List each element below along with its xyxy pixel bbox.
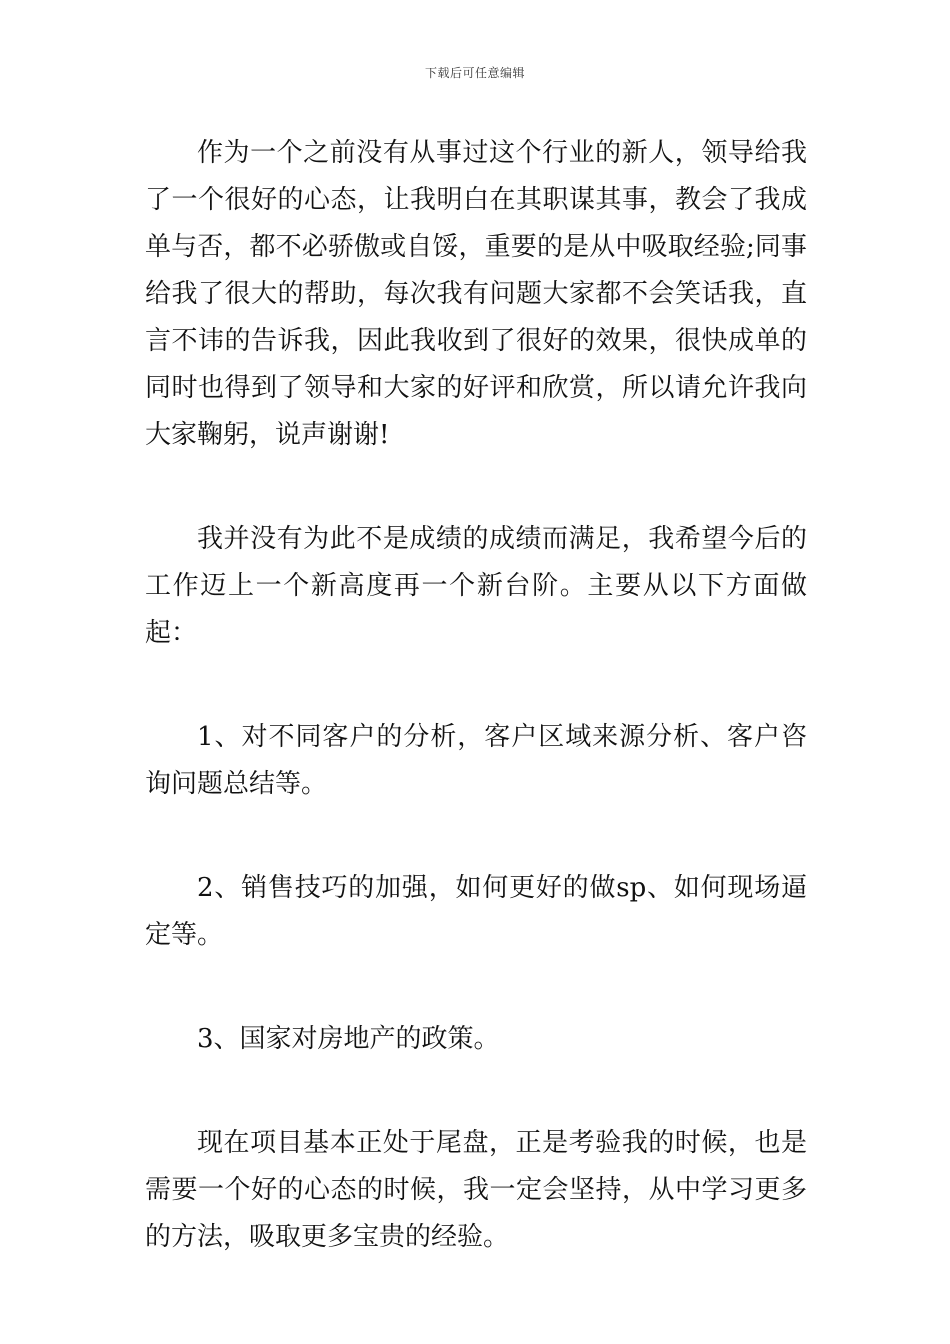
paragraph-goals: 我并没有为此不是成绩的成绩而满足，我希望今后的工作迈上一个新高度再一个新台阶。主要从以下方面做起： (145, 524, 807, 648)
paragraph-gap (145, 959, 807, 1016)
paragraph-gap (145, 1063, 807, 1120)
document-body (145, 130, 807, 1261)
paragraph-gap (145, 808, 807, 865)
paragraph-conclusion: 现在项目基本正处于尾盘，正是考验我的时候，也是需要一个好的心态的时候，我一定会坚持，从中学习更多的方法，吸取更多宝贵的经验。 (145, 1128, 807, 1252)
list-item-1: 1、对不同客户的分析，客户区域来源分析、客户咨询问题总结等。 (145, 722, 807, 799)
header-note: 下载后可任意编辑 (424, 66, 525, 80)
list-item-3: 3、国家对房地产的政策。 (197, 1024, 500, 1054)
paragraph-gap (145, 459, 807, 516)
list-item-2: 2、销售技巧的加强，如何更好的做sp、如何现场逼定等。 (145, 873, 807, 950)
paragraph-intro: 作为一个之前没有从事过这个行业的新人，领导给我了一个很好的心态，让我明白在其职谋其事，教会了我成单与否，都不必骄傲或自馁，重要的是从中吸取经验;同事给我了很大的帮助，每次我有问题大家都不会笑话我，直言不讳的告诉我，因此我收到了很好的效果，很快成单的同时也得到了领导和大家的好评和欣赏，所以请允许我向大家鞠躬，说声谢谢! (145, 138, 807, 450)
paragraph-gap (145, 657, 807, 714)
